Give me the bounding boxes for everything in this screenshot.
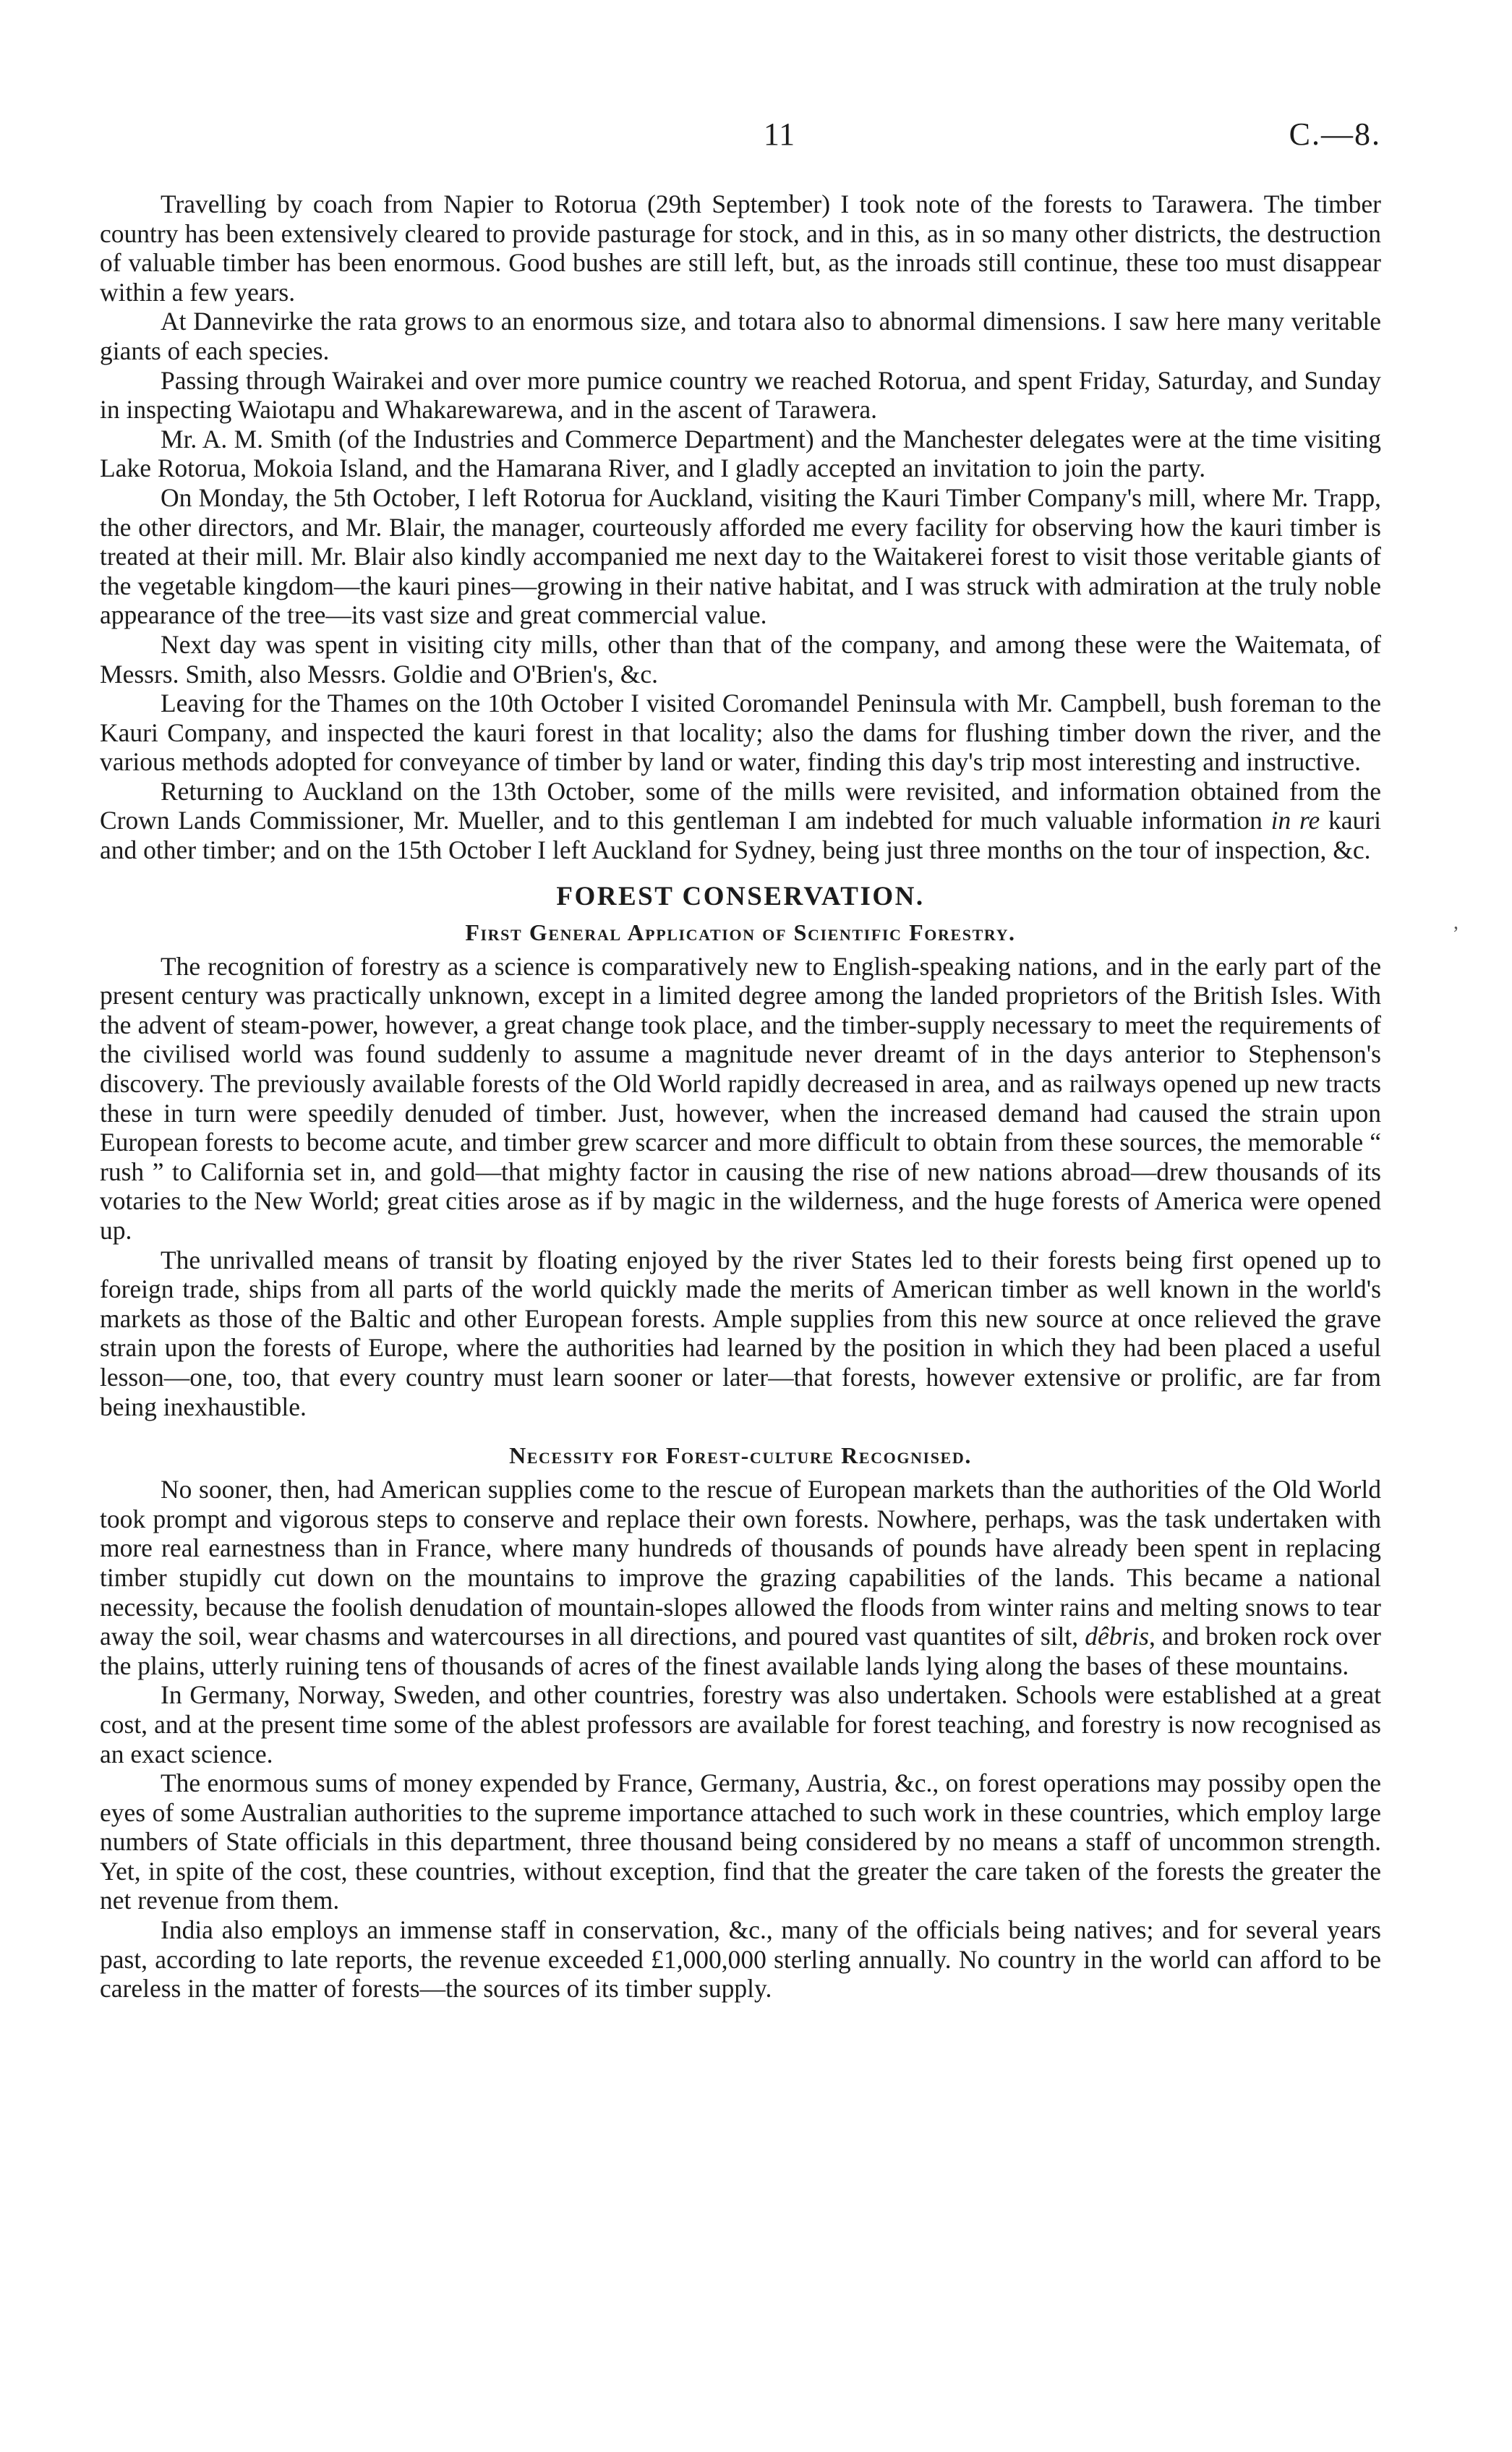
paragraph-coromandel: Leaving for the Thames on the 10th October I visited Coromandel Peninsula with Mr. Campbell, bush foreman to the Kauri Company, and inspected the kauri forest in that locality; also the dams for flushing timber down the river, and the various methods adopted for conveyance of timber by land or water, finding this day's trip most interesting and instructive. [100,689,1381,777]
italic-word: dêbris [1085,1622,1149,1651]
paragraph-napier-to-rotorua: Travelling by coach from Napier to Rotorua (29th September) I took note of the forests to Tarawera. The timber country has been extensively cleared to provide pasturage for stock, and in this, as in so many other districts, the destruction of valuable timber has been enormous. Good bushes are still left, but, as the inroads still continue, these too must disappear within a few years. [100,190,1381,307]
paragraph-transit-by-floating: The unrivalled means of transit by floating enjoyed by the river States led to their forests being first opened up to foreign trade, ships from all parts of the world quickly made the merits of American timber as well known in the world's markets as those of the Baltic and other European forests. Ample supplies from this new source at once relieved the grave strain upon the forests of Europe, where the authorities had learned by the position in which they had been placed a useful lesson—one, too, that every country must learn sooner or later—that forests, however extensive or prolific, are far from being inexhaustible. [100,1245,1381,1421]
page-number: 11 [763,116,796,152]
text-run: , and broken rock over the plains, utterly ruining tens of thousands of acres of the finest available lands lying along the bases of these mountains. [100,1622,1381,1680]
paragraph-forestry-as-science: The recognition of forestry as a science is comparatively new to English-speaking nations, and in the early part of the present century was practically unknown, except in a limited degree among the landed proprietors of the British Isles. With the advent of steam-power, however, a great change took place, and the timber-supply necessary to meet the requirements of the civilised world was found suddenly to assume a magnitude never dreamt of in the days anterior to Stephenson's discovery. The previously available forests of the Old World rapidly decreased in area, and as railways opened up new tracts these in turn were speedily denuded of timber. Just, however, when the increased demand had caused the strain upon European forests to become acute, and timber grew scarcer and more difficult to obtain from these sources, the memorable “ rush ” to California set in, and gold—that mighty factor in causing the rise of new nations abroad—drew thousands of its votaries to the New World; great cities arose as if by magic in the wilderness, and the huge forests of America were opened up. [100,951,1381,1245]
margin-mark: , [1453,911,1458,934]
paragraph-wairakei-rotorua: Passing through Wairakei and over more pumice country we reached Rotorua, and spent Friday, Saturday, and Sunday in inspecting Waiotapu and Whakarewarewa, and in the ascent of Tarawera. [100,365,1381,425]
paragraph-dannevirke: At Dannevirke the rata grows to an enormous size, and totara also to abnormal dimensions. I saw here many veritable giants of each species. [100,307,1381,365]
page-body [100,190,1381,2004]
subsection-title-scientific-forestry: First General Application of Scientific Forestry. [465,919,1016,945]
paragraph-germany-norway-sweden: In Germany, Norway, Sweden, and other countries, forestry was also undertaken. Schools were established at a great cost, and at the present time some of the ablest professors are available for forest teaching, and forestry is now recognised as an exact science. [100,1680,1381,1768]
paragraph-manchester-delegates: Mr. A. M. Smith (of the Industries and Commerce Department) and the Manchester delegates were at the time visiting Lake Rotorua, Mokoia Island, and the Hamarana River, and I gladly accepted an invitation to join the party. [100,424,1381,483]
subsection-title-forest-culture: Necessity for Forest-culture Recognised. [509,1442,972,1469]
paragraph-return-to-auckland [100,777,1381,865]
paragraph-sums-expended: The enormous sums of money expended by France, Germany, Austria, &c., on forest operations may possiby open the eyes of some Australian authorities to the supreme importance attached to such work in these countries, which employ large numbers of State officials in this department, three thousand being considered by no means a staff of uncommon strength. Yet, in spite of the cost, these countries, without exception, find that the greater the care taken of the forests the greater the net revenue from them. [100,1768,1381,1915]
paragraph-kauri-timber-company: On Monday, the 5th October, I left Rotorua for Auckland, visiting the Kauri Timber Company's mill, where Mr. Trapp, the other directors, and Mr. Blair, the manager, courteously afforded me every facility for observing how the kauri timber is treated at their mill. Mr. Blair also kindly accompanied me next day to the Waitakerei forest to visit those veritable giants of the vegetable kingdom—the kauri pines—growing in their native habitat, and I was struck with admiration at the truly noble appearance of the tree—its vast size and great commercial value. [100,482,1381,630]
paragraph-city-mills: Next day was spent in visiting city mills, other than that of the company, and among these were the Waitemata, of Messrs. Smith, also Messrs. Goldie and O'Brien's, &c. [100,629,1381,689]
text-run: Returning to Auckland on the 13th October, some of the mills were revisited, and information obtained from the Crown Lands Commissioner, Mr. Mueller, and to this gentleman I am indebted for much valuable information [100,776,1381,835]
italic-phrase: in re [1270,806,1320,835]
paragraph-france-reforestation [100,1475,1381,1680]
section-title-forest-conservation: FOREST CONSERVATION. [556,881,925,911]
paragraph-india-staff: India also employs an immense staff in conservation, &c., many of the officials being natives; and for several years past, according to late reports, the revenue exceeded £1,000,000 sterling annually. No country in the world can afford to be careless in the matter of forests—the sources of its timber supply. [100,1915,1381,2004]
document-code: C.—8. [1289,116,1381,152]
text-run: kauri and other timber; and on the 15th October I left Auckland for Sydney, being just three months on the tour of inspection, &c. [100,806,1381,865]
text-run: No sooner, then, had American supplies come to the rescue of European markets than the authorities of the Old World took prompt and vigorous steps to conserve and replace their own forests. Nowhere, perhaps, was the task undertaken with more real earnestness than in France, where many hundreds of thousands of pounds have already been spent in replacing timber stupidly cut down on the mountains to improve the grazing capabilities of the lands. This became a national necessity, because the foolish denudation of mountain-slopes allowed the floods from winter rains and melting snows to tear away the soil, wear chasms and watercourses in all directions, and poured vast quantites of silt, [100,1475,1381,1651]
page-header [100,108,1381,152]
